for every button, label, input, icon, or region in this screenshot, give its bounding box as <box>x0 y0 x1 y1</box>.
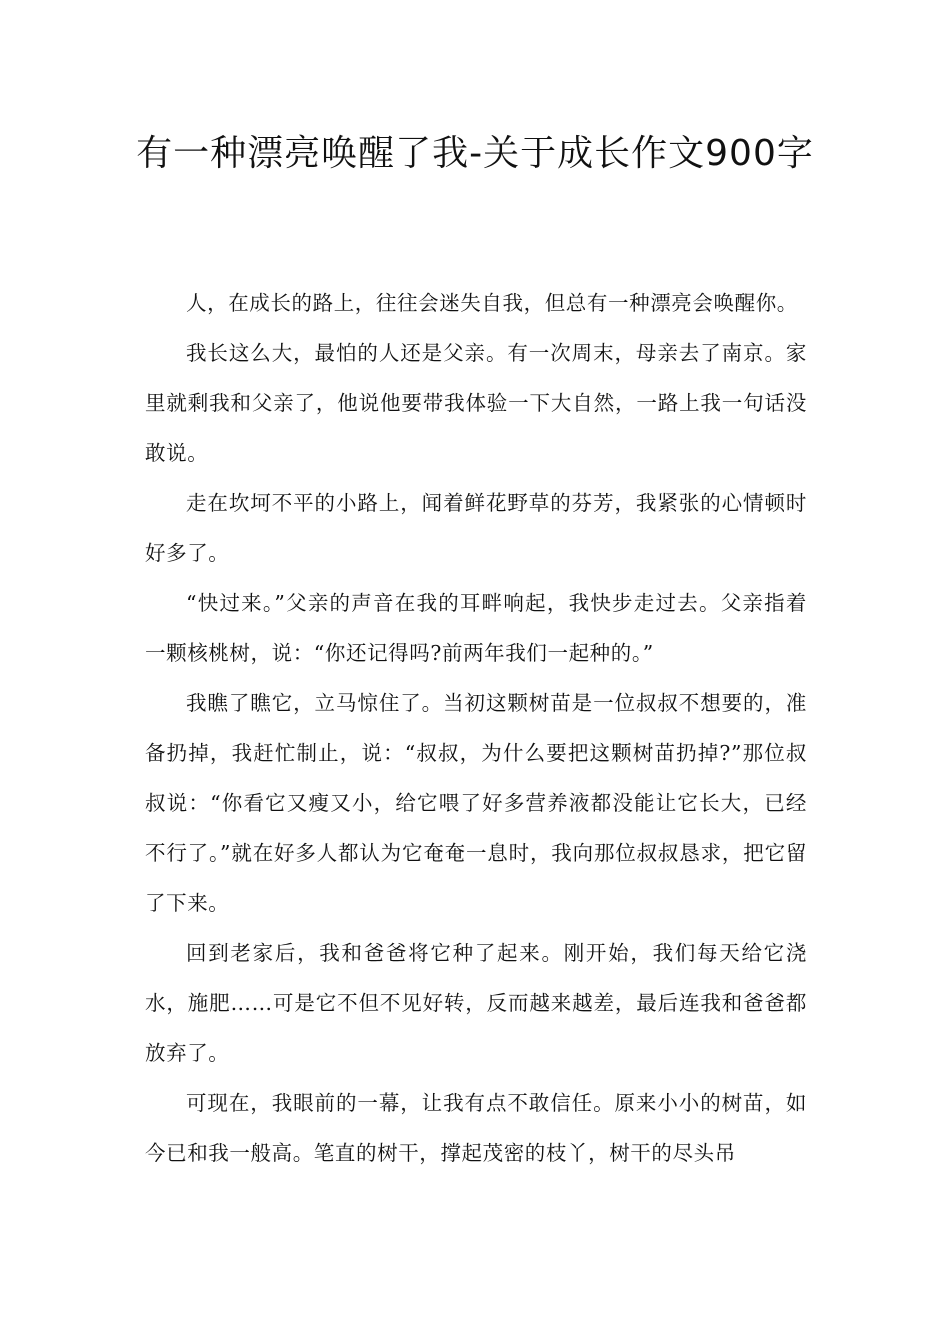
paragraph: 走在坎坷不平的小路上，闻着鲜花野草的芬芳，我紧张的心情顿时好多了。 <box>145 491 807 565</box>
document-title: 有一种漂亮唤醒了我-关于成长作文900字 <box>136 133 814 174</box>
document-body <box>145 278 807 1178</box>
paragraph: 人，在成长的路上，往往会迷失自我，但总有一种漂亮会唤醒你。 <box>186 291 798 315</box>
paragraph: 回到老家后，我和爸爸将它种了起来。刚开始，我们每天给它浇水，施肥……可是它不但不见好转，反而越来越差，最后连我和爸爸都放弃了。 <box>145 941 807 1065</box>
paragraph: “快过来。”父亲的声音在我的耳畔响起，我快步走过去。父亲指着一颗核桃树，说：“你还记得吗?前两年我们一起种的。” <box>145 591 807 665</box>
paragraph: 可现在，我眼前的一幕，让我有点不敢信任。原来小小的树苗，如今已和我一般高。笔直的树干，撑起茂密的枝丫，树干的尽头吊 <box>145 1091 807 1165</box>
paragraph: 我瞧了瞧它，立马惊住了。当初这颗树苗是一位叔叔不想要的，准备扔掉，我赶忙制止，说：“叔叔，为什么要把这颗树苗扔掉?”那位叔叔说：“你看它又瘦又小，给它喂了好多营养液都没能让它长大，已经不行了。”就在好多人都认为它奄奄一息时，我向那位叔叔恳求，把它留了下来。 <box>145 691 807 915</box>
paragraph: 我长这么大，最怕的人还是父亲。有一次周末，母亲去了南京。家里就剩我和父亲了，他说他要带我体验一下大自然，一路上我一句话没敢说。 <box>145 341 807 465</box>
